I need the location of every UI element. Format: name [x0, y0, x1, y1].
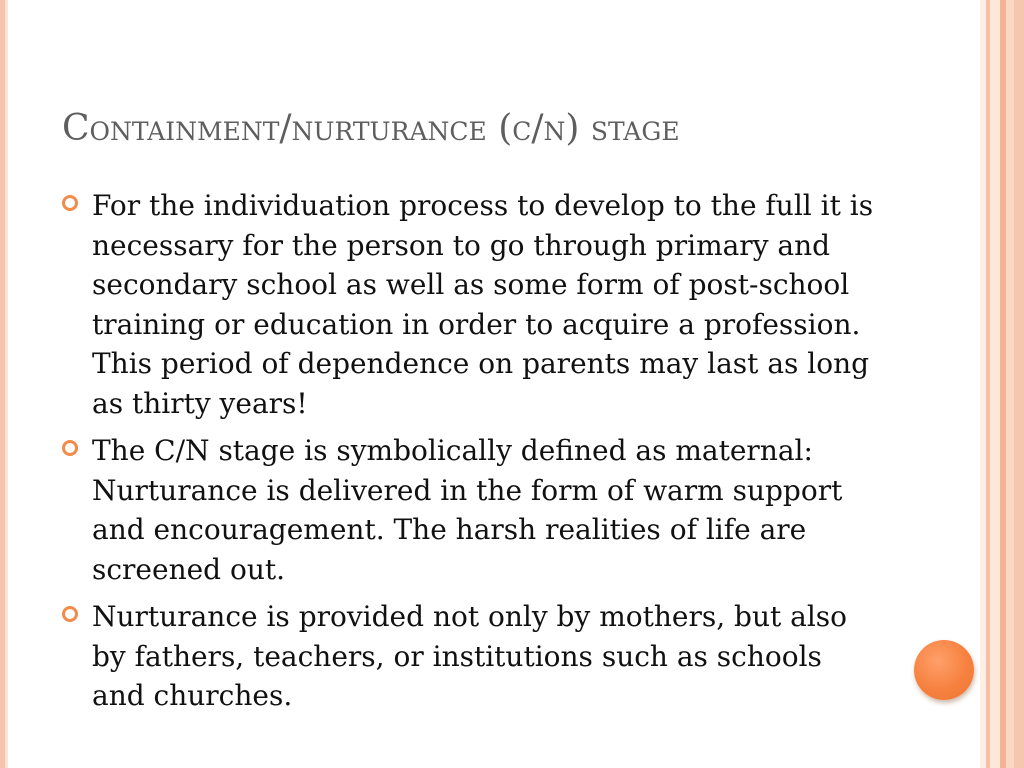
ring-bullet-icon [62, 606, 78, 622]
right-stripes-decoration [980, 0, 1024, 768]
bullet-item [62, 597, 882, 716]
ring-bullet-icon [62, 440, 78, 456]
bullet-item [62, 431, 882, 589]
bullet-text: For the individuation process to develop to the full it is necessary for the person to go through primary and secondary school as well as some form of post-school training or education in order to acquire a profession. This period of dependence on parents may last as long as thirty years! [92, 189, 874, 420]
bullet-text: Nurturance is provided not only by mothers, but also by fathers, teachers, or institutions such as schools and churches. [92, 600, 848, 712]
orange-circle-icon [914, 640, 974, 700]
bullet-item [62, 186, 882, 423]
bullet-list [62, 186, 882, 724]
left-border-decoration [0, 0, 8, 768]
ring-bullet-icon [62, 195, 78, 211]
slide-title: Containment/nurturance (c/n) stage [62, 108, 680, 149]
bullet-text: The C/N stage is symbolically defined as maternal: Nurturance is delivered in the form of warm support and encouragement. The harsh realities of life are screened out. [92, 434, 843, 586]
